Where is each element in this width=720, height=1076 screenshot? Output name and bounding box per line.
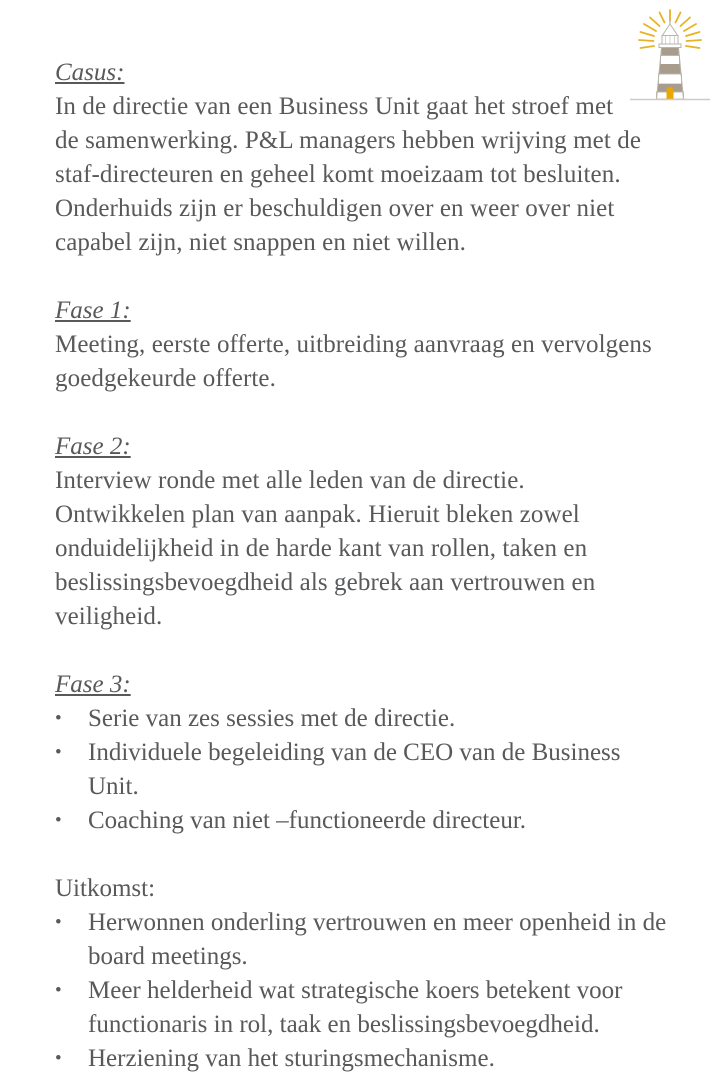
list-item	[55, 1042, 675, 1076]
fase-1-line-1: Meeting, eerste offerte, uitbreiding aanvraag en vervolgens	[55, 331, 652, 358]
bullet-icon: •	[55, 708, 62, 729]
fase-2-line-1: Interview ronde met alle leden van de directie.	[55, 467, 525, 494]
section-uitkomst	[55, 872, 675, 1076]
fase-3-bullet-list	[55, 702, 675, 838]
list-item	[55, 906, 675, 974]
list-item-text: Serie van zes sessies met de directie.	[88, 705, 456, 732]
fase-1-heading: Fase 1:	[55, 297, 131, 324]
bullet-icon: •	[55, 742, 62, 763]
list-item-text: Coaching van niet –functioneerde directeur.	[88, 807, 527, 834]
fase-2-line-2: Ontwikkelen plan van aanpak. Hieruit bleken zowel	[55, 501, 580, 528]
fase-2-line-5: veiligheid.	[55, 603, 163, 630]
list-item-text: Individuele begeleiding van de CEO van de Business Unit.	[88, 739, 621, 800]
list-item-text: Herwonnen onderling vertrouwen en meer openheid in de board meetings.	[88, 909, 667, 970]
bullet-icon: •	[55, 810, 62, 831]
uitkomst-heading: Uitkomst:	[55, 875, 156, 902]
casus-line-5: capabel zijn, niet snappen en niet willen.	[55, 229, 466, 256]
list-item-text: Herziening van het sturingsmechanisme.	[88, 1045, 495, 1072]
fase-2-heading: Fase 2:	[55, 433, 131, 460]
bullet-icon: •	[55, 912, 62, 933]
spacer	[55, 634, 675, 668]
spacer	[55, 838, 675, 872]
fase-2-line-3: onduidelijkheid in de harde kant van rollen, taken en	[55, 535, 588, 562]
list-item	[55, 736, 675, 804]
casus-line-3: staf-directeuren en geheel komt moeizaam tot besluiten.	[55, 161, 621, 188]
section-fase-3	[55, 668, 675, 838]
section-fase-2	[55, 430, 675, 634]
list-item-text: Meer helderheid wat strategische koers betekent voor functionaris in rol, taak en beslissingsbevoegdheid.	[88, 977, 623, 1038]
casus-line-1: In de directie van een Business Unit gaat het stroef met	[55, 93, 614, 120]
bullet-icon: •	[55, 1048, 62, 1069]
spacer	[55, 260, 675, 294]
list-item	[55, 804, 675, 838]
spacer	[55, 396, 675, 430]
bullet-icon: •	[55, 980, 62, 1001]
fase-3-heading: Fase 3:	[55, 671, 131, 698]
document-body	[55, 56, 675, 1076]
fase-1-line-2: goedgekeurde offerte.	[55, 365, 276, 392]
casus-heading: Casus:	[55, 59, 125, 86]
casus-line-2: de samenwerking. P&L managers hebben wrijving met de	[55, 127, 642, 154]
casus-line-4: Onderhuids zijn er beschuldigen over en weer over niet	[55, 195, 615, 222]
list-item	[55, 702, 675, 736]
uitkomst-bullet-list	[55, 906, 675, 1076]
section-casus	[55, 56, 675, 260]
section-fase-1	[55, 294, 675, 396]
fase-2-line-4: beslissingsbevoegdheid als gebrek aan vertrouwen en	[55, 569, 596, 596]
list-item	[55, 974, 675, 1042]
